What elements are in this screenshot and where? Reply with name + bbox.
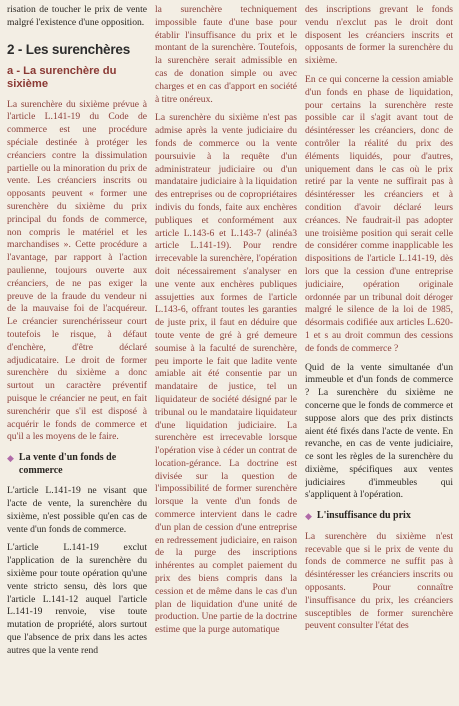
column-2 — [155, 4, 297, 706]
diamond-bullet-icon: ◆ — [305, 511, 312, 522]
heading-text: L'insuffisance du prix — [316, 510, 411, 522]
paragraph: Quid de la vente simultanée d'un immeuble et d'un fonds de commerce ? La surenchère du sixième ne concerne que le fonds de commerce et suppose alors que des prix distincts aient été fixés dans l'acte de vente. En revanche, en cas de vente judiciaire, ce sont les règles de la surenchère du dixième, spécifiques aux ventes judiciaires d'immeubles qui s'appliquent à l'opération. — [305, 361, 453, 501]
paragraph: des inscriptions grevant le fonds vendu n'exclut pas le droit dont disposent les créanciers inscrits et opposants de former la surenchère du sixième. — [305, 4, 453, 67]
paragraph: L'article L.141-19 exclut l'application de la surenchère du sixième pour toute opération qu'une vente stricto sensu, dès lors que l'article L.141-12 auquel l'article L.141-19 renvoie, vise toute mutation de propriété, alors surtout que l'absence de prix dans les actes autres que la vente rend — [7, 542, 147, 656]
paragraph: La surenchère du sixième n'est recevable que si le prix de vente du fonds de commerce ne suffit pas à désintéresser les créanciers inscrits ou opposants. Pour connaître l'insuffisance du prix, les créanciers susceptibles de former surenchère peuvent consulter l'état des — [305, 530, 453, 632]
heading-text: La vente d'un fonds de commerce — [18, 452, 117, 476]
heading-vente-fonds — [7, 452, 147, 477]
subsection-title: a - La surenchère du sixième — [7, 64, 117, 90]
paragraph: La surenchère du sixième n'est pas admise après la vente judiciaire du fonds de commerce ou la vente poursuivie à la requête d'un administrateur judiciaire ou d'un mandataire judiciaire à la liquidation des entreprises ou de copropriétaires indivis du fonds, faite aux enchères publiques et conformément aux article L.143-6 et L.143-7 (alinéa3 article L.141-19). Pour rendre irrecevable la surenchère, l'opération doit nécessairement s'analyser en une vente aux enchères publiques assujetties aux formes de l'article L.143-6, offrant toutes les garanties de juste prix, il faut en déduire que toute vente de gré à gré demeure soumise à la faculté de surenchère, peu importe le fait que ladite vente amiable ait été consentie par un mandataire de justice, tel un liquidateur de société désigné par le tribunal ou le mandataire liquidateur d'une liquidation judiciaire. La surenchère est irrecevable lorsque l'opération vise à céder un contrat de location-gérance. La doctrine est divisée sur la question de l'impossibilité de former surenchère lorsque la vente d'un fonds de commerce intervient dans le cadre d'un plan de cession d'une entreprise en redressement judiciaire, en raison de la purge des inscriptions inhérentes au complet paiement du prix des biens compris dans la cession et de même dans le cas d'un plan de liquidation d'une unité de production. Une partie de la doctrine estime que la purge automatique — [155, 112, 297, 636]
paragraph: L'article L.141-19 ne visant que l'acte de vente, la surenchère du sixième, n'est possible qu'en cas de vente d'un fonds de commerce. — [7, 485, 147, 535]
paragraph: En ce qui concerne la cession amiable d'un fonds en phase de liquidation, pour certains la surenchère reste possible car il s'agit avant tout de désintéresser les créanciers, donc de contrôler la réalité du prix des éléments liquidés, pour d'autres, uniquement dans le cas où le prix retiré par la vente ne suffirait pas à désintéresser les créanciers et à condition d'avoir déclaré leurs créances. Ne faudrait-il pas adopter une troisième position qui serait celle de considérer comme inapplicable les dispositions de l'article L.141-19, dès lors que la cession d'une entreprise judiciaire, opération originale ordonnée par un tribunal doit déroger malgré le silence de la loi de 1985, désormais codifiée aux articles L.620-1 et s au droit commun des cessions de fonds de commerce ? — [305, 73, 453, 354]
diamond-bullet-icon: ◆ — [7, 453, 14, 464]
three-column-layout — [7, 4, 453, 706]
paragraph: la surenchère techniquement impossible faute d'une base pour établir l'insuffisance du prix et le montant de la surenchère. Toutefois, la surenchère serait admissible en cas de donation simple ou avec charges et en cas d'apport en société à titre onéreux. — [155, 4, 297, 105]
paragraph: La surenchère du sixième prévue à l'article L.141-19 du Code de commerce est une procédure spéciale destinée à protéger les créanciers contre la dissimulation partielle ou la minoration du prix de vente. Les créanciers inscrits ou opposants peuvent « former une surenchère du sixième du prix principal du fonds de commerce, non compris le matériel et les marchandises ». Cette procédure a l'avantage, par rapport à l'action paulienne, toujours ouverte aux créanciers, de ne pas exiger la preuve de la fraude du vendeur ni de la mauvaise foi de l'acquéreur. Le créancier surenchérisseur court toutefois le risque, à défaut d'enchère, d'être déclaré adjudicataire. Le droit de former surenchère du sixième a donc surtout un caractère préventif puisque le créancier ne peut, en fait surenchérir que s'il est disposé à acquérir le fonds de commerce et qu'il a les moyens de le faire. — [7, 98, 147, 443]
heading-insuffisance-prix — [305, 510, 453, 523]
column-3 — [305, 4, 453, 706]
paragraph: risation de toucher le prix de vente malgré l'existence d'une opposition. — [7, 4, 147, 28]
section-title: 2 - Les surenchères — [7, 41, 131, 57]
column-1 — [7, 4, 147, 706]
